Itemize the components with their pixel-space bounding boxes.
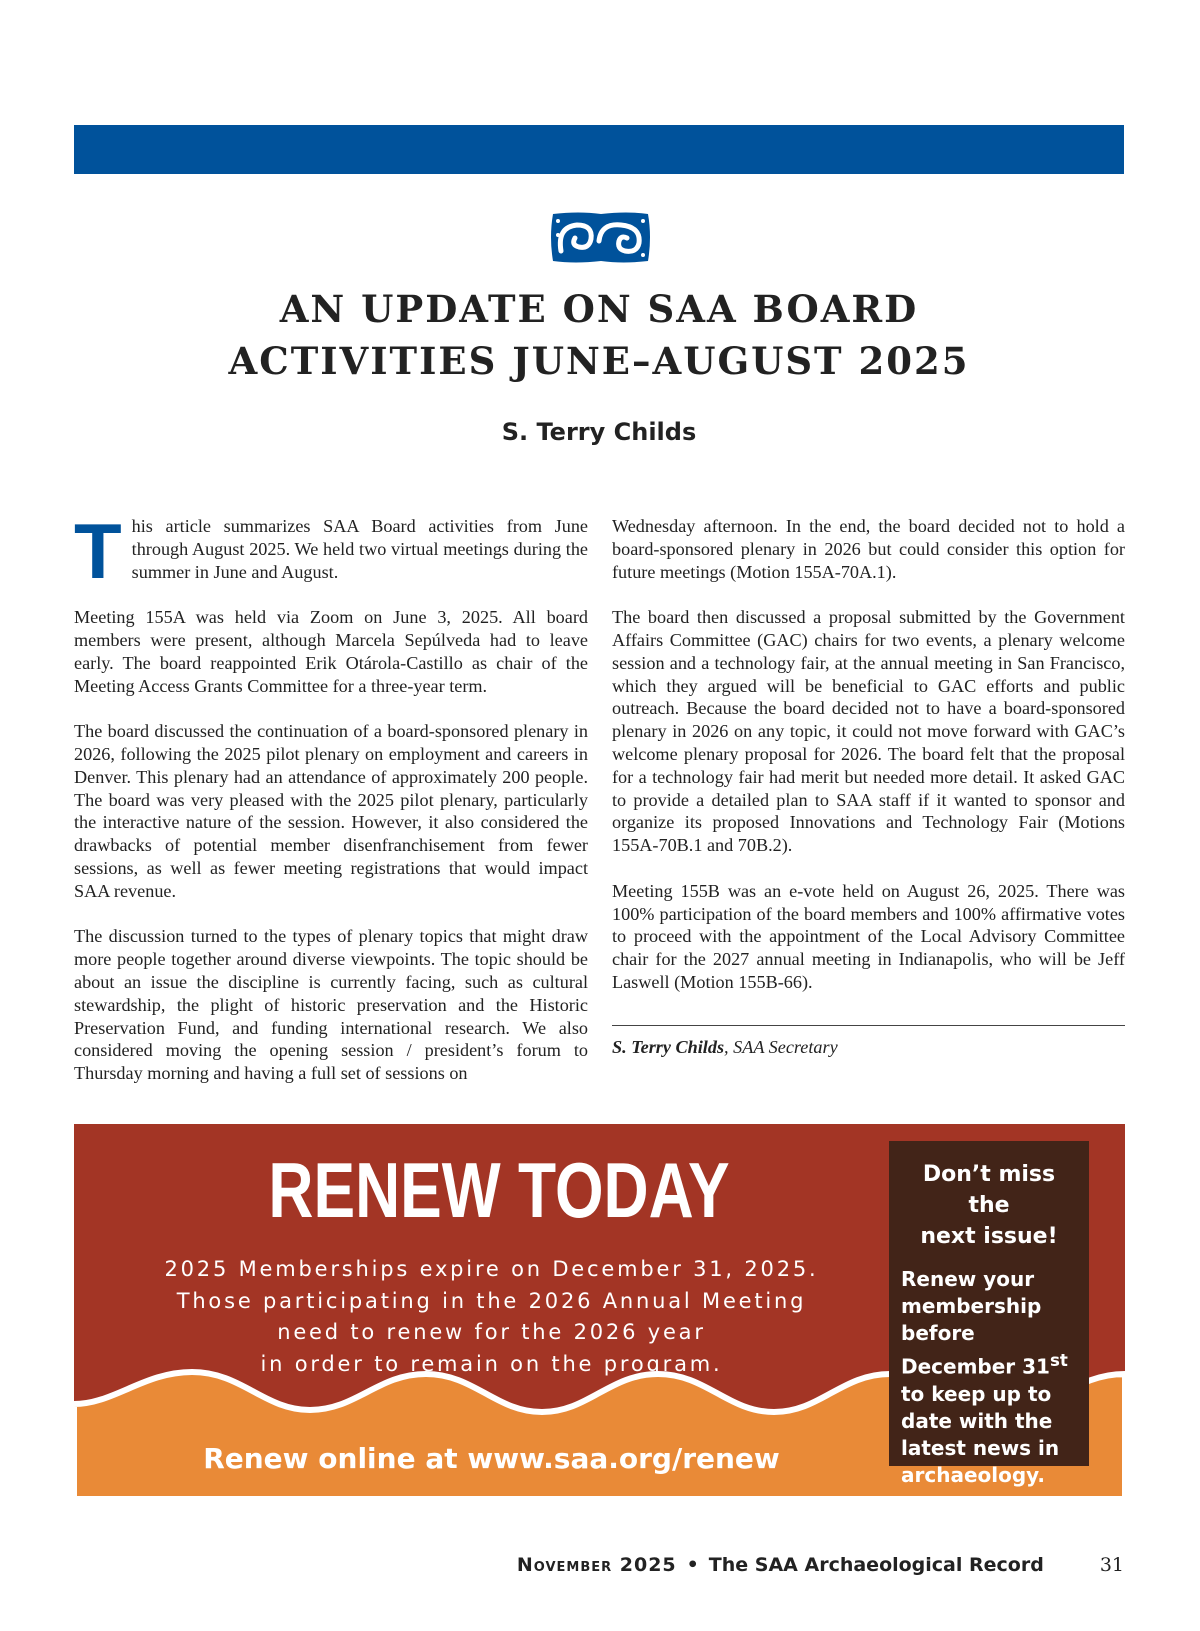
signature: [612, 1036, 1125, 1059]
ad-sidebar-box: [889, 1141, 1089, 1487]
page-footer: [517, 1554, 1124, 1582]
paragraph-meeting-155b: Meeting 155B was an e-vote held on August 26, 2025. There was 100% participation of the board members and 100% affirmative votes to proceed with the appointment of the Local Advisory Committee chair for the 2027 annual meeting in Indianapolis, who will be Jeff Laswell (Motion 155B-66).: [612, 880, 1125, 992]
ad-sidebar-body-sup: st: [1049, 1351, 1068, 1370]
ad-headline: RENEW TODAY: [268, 1146, 730, 1234]
article-author: S. Terry Childs: [501, 418, 697, 446]
paragraph-intro: [74, 507, 588, 595]
signature-role: , SAA Secretary: [724, 1036, 838, 1057]
ad-sidebar-heading: [889, 1159, 1089, 1252]
paragraph-gac-proposal: The board then discussed a proposal submitted by the Government Affairs Committee (GAC) chairs for two events, a plenary welcome session and a technology fair, at the annual meeting in San Francisco, which they argued will be beneficial to GAC efforts and public outreach. Because the board decided not to have a board-sponsored plenary in 2026 on any topic, it could not move forward with GAC’s welcome plenary proposal for 2026. The board felt that the proposal for a technology fair had merit but needed more detail. It asked GAC to provide a detailed plan to SAA staff if it wanted to sponsor and organize its proposed Innovations and Technology Fair (Motions 155A-70B.1 and 70B.2).: [612, 607, 1125, 856]
title-line-2: ACTIVITIES JUNE–AUGUST 2025: [228, 339, 970, 383]
paragraph-plenary-topics: The discussion turned to the types of plenary topics that might draw more people together around diverse viewpoints. The topic should be about an issue the discipline is currently facing, such as cultural stewardship, the plight of historic preservation and the Historic Preservation Fund, and funding international research. We also considered moving the opening session / president’s forum to Thursday morning and having a full set of sessions on: [74, 926, 588, 1084]
footer-issue: November 2025: [516, 1554, 677, 1576]
spiral-logo-icon: [549, 211, 652, 264]
title-line-1: AN UPDATE ON SAA BOARD: [279, 287, 919, 331]
paragraph-meeting-155a: Meeting 155A was held via Zoom on June 3, 2025. All board members were present, although Marcela Sepúlveda had to leave early. The board reappointed Erik Otárola-Castillo as chair of the Meeting Access Grants Committee for a three-year term.: [74, 607, 588, 696]
top-color-bar: [74, 125, 1124, 174]
renew-online-link[interactable]: Renew online at www.saa.org/renew: [203, 1442, 780, 1475]
ad-body-line-2: Those participating in the 2026 Annual Meeting: [176, 1288, 807, 1313]
ad-sidebar-heading-line-2: the: [968, 1193, 1010, 1218]
ad-body-line-3: need to renew for the 2026 year: [277, 1320, 706, 1344]
ad-sidebar-body-b: to keep up to date with the latest news in archaeology.: [901, 1381, 1060, 1487]
article-title: [74, 283, 1124, 387]
footer-publication: The SAA Archaeological Record: [708, 1554, 1044, 1576]
article-column-left: [74, 507, 588, 1108]
signature-divider: [612, 1025, 1125, 1026]
ad-body-line-4: in order to remain on the program.: [260, 1351, 723, 1376]
ad-sidebar-body: [901, 1266, 1087, 1489]
renew-advertisement: [74, 1124, 1125, 1499]
page-number: 31: [1099, 1554, 1124, 1576]
article-column-right: [612, 515, 1125, 1081]
paragraph-intro-text: his article summarizes SAA Board activities from June through August 2025. We held two virtual meetings during the summer in June and August.: [131, 516, 588, 582]
ad-sidebar-heading-line-3: next issue!: [920, 1224, 1058, 1249]
ad-body-text: [74, 1254, 909, 1380]
ad-sidebar-heading-line-1: Don’t miss: [922, 1162, 1056, 1187]
footer-separator: •: [686, 1554, 699, 1576]
signature-name: S. Terry Childs: [612, 1036, 725, 1057]
ad-body-line-1: 2025 Memberships expire on December 31, 2025.: [164, 1257, 819, 1281]
paragraph-plenary-decision: Wednesday afternoon. In the end, the board decided not to hold a board-sponsored plenary in 2026 but could consider this option for future meetings (Motion 155A-70A.1).: [612, 516, 1125, 582]
paragraph-plenary-discussion: The board discussed the continuation of a board-sponsored plenary in 2026, following the 2025 pilot plenary on employment and careers in Denver. This plenary had an attendance of approximately 200 people. The board was very pleased with the 2025 pilot plenary, particularly the interactive nature of the session. However, it also considered the drawbacks of potential member disenfranchisement from fewer sessions, as well as fewer meeting registrations that would impact SAA revenue.: [74, 721, 588, 901]
drop-cap: T: [74, 507, 122, 595]
ad-sidebar-body-a: Renew your membership before December 31: [901, 1267, 1050, 1379]
